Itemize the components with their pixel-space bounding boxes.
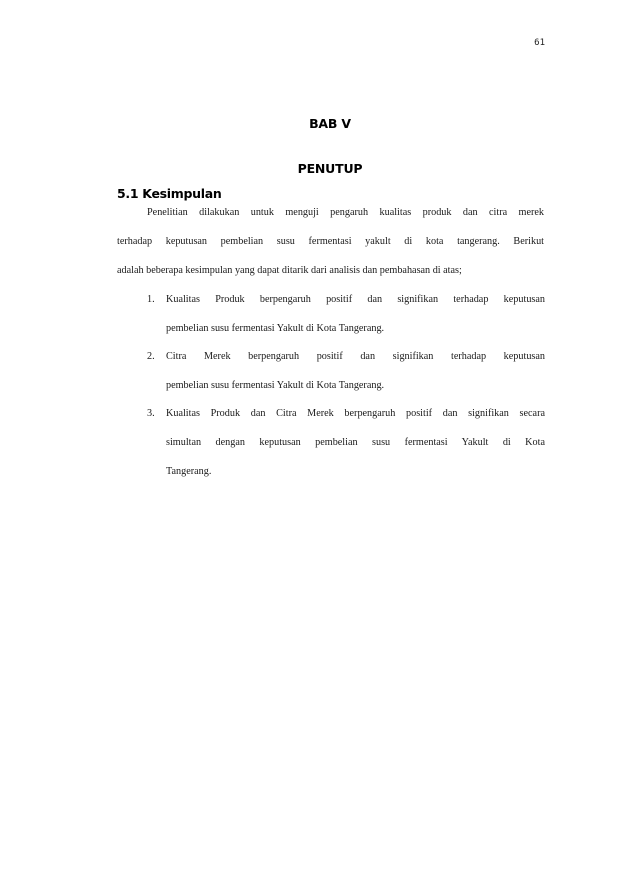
list-item-number: 1. [147,294,155,305]
paragraph-line: terhadap keputusan pembelian susu fermentasi yakult di kota tangerang. Berikut [117,236,544,247]
list-item-line: Kualitas Produk dan Citra Merek berpengaruh positif dan signifikan secara [166,408,545,419]
list-item-line: simultan dengan keputusan pembelian susu fermentasi Yakult di Kota [166,437,545,448]
list-item-line: pembelian susu fermentasi Yakult di Kota Tangerang. [166,380,385,391]
chapter-title: PENUTUP [297,161,363,176]
section-heading: 5.1 Kesimpulan [117,186,222,201]
list-item-number: 3. [147,408,155,419]
list-item-line: Kualitas Produk berpengaruh positif dan signifikan terhadap keputusan [166,294,545,305]
list-item-number: 2. [147,351,155,362]
list-item-line: Citra Merek berpengaruh positif dan signifikan terhadap keputusan [166,351,545,362]
page-number: 61 [534,38,545,48]
paragraph-line: Penelitian dilakukan untuk menguji pengaruh kualitas produk dan citra merek [147,207,544,218]
chapter-number: BAB V [309,116,351,131]
list-item-line: pembelian susu fermentasi Yakult di Kota Tangerang. [166,323,385,334]
paragraph-line: adalah beberapa kesimpulan yang dapat ditarik dari analisis dan pembahasan di atas; [117,265,462,276]
list-item-line: Tangerang. [166,466,212,477]
